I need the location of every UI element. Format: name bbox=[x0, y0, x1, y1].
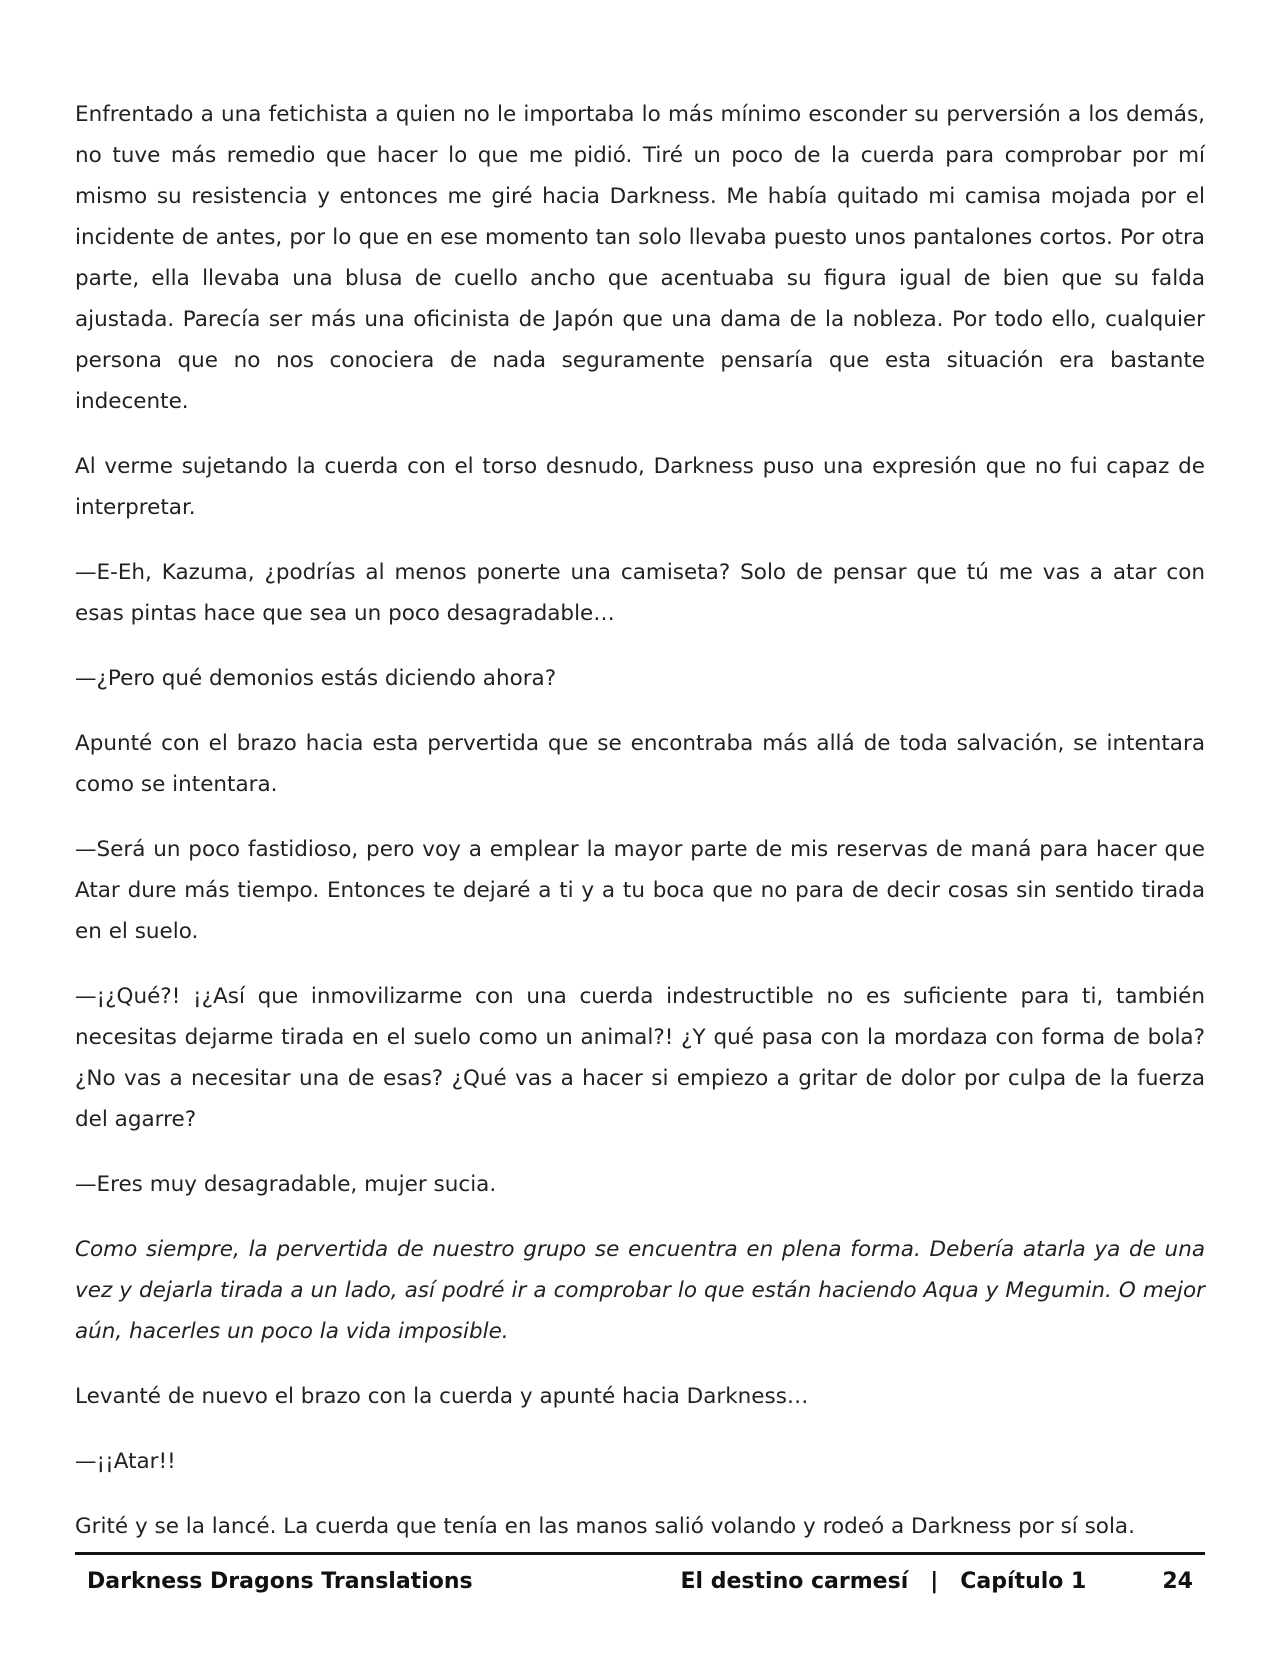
paragraph: Apunté con el brazo hacia esta pervertida que se encontraba más allá de toda salvación, se intentara como se intentara. bbox=[75, 731, 1205, 797]
footer-book-title: El destino carmesí bbox=[680, 1569, 909, 1594]
page-footer bbox=[75, 1552, 1205, 1615]
paragraph: Grité y se la lancé. La cuerda que tenía en las manos salió volando y rodeó a Darkness por sí sola. bbox=[75, 1514, 1135, 1539]
inner-thought-paragraph: Como siempre, la pervertida de nuestro grupo se encuentra en plena forma. Debería atarla ya de una vez y dejarla tirada a un lado, así podré ir a comprobar lo que están haciendo Aqua y Megumin. O mejor aún, hacerles un poco la vida imposible. bbox=[75, 1237, 1205, 1344]
paragraph: Enfrentado a una fetichista a quien no le importaba lo más mínimo esconder su perversión a los demás, no tuve más remedio que hacer lo que me pidió. Tiré un poco de la cuerda para comprobar por mí mismo su resistencia y entonces me giré hacia Darkness. Me había quitado mi camisa mojada por el incidente de antes, por lo que en ese momento tan solo llevaba puesto unos pantalones cortos. Por otra parte, ella llevaba una blusa de cuello ancho que acentuaba su figura igual de bien que su falda ajustada. Parecía ser más una oficinista de Japón que una dama de la nobleza. Por todo ello, cualquier persona que no nos conociera de nada seguramente pensaría que esta situación era bastante indecente. bbox=[75, 102, 1205, 414]
footer-page-number: 24 bbox=[1162, 1569, 1193, 1594]
paragraph: Al verme sujetando la cuerda con el torso desnudo, Darkness puso una expresión que no fui capaz de interpretar. bbox=[75, 454, 1205, 520]
footer-publisher: Darkness Dragons Translations bbox=[87, 1569, 473, 1594]
footer-separator: | bbox=[930, 1569, 939, 1594]
paragraph: —Será un poco fastidioso, pero voy a emplear la mayor parte de mis reservas de maná para hacer que Atar dure más tiempo. Entonces te dejaré a ti y a tu boca que no para de decir cosas sin sentido tirada en el suelo. bbox=[75, 837, 1205, 944]
page-body bbox=[75, 94, 1205, 1571]
footer-info bbox=[681, 1569, 1193, 1594]
footer-chapter: Capítulo 1 bbox=[960, 1569, 1087, 1594]
paragraph: Levanté de nuevo el brazo con la cuerda y apunté hacia Darkness… bbox=[75, 1384, 809, 1409]
paragraph: —Eres muy desagradable, mujer sucia. bbox=[75, 1172, 497, 1197]
paragraph: —¡¡Atar!! bbox=[75, 1449, 176, 1474]
paragraph: —E-Eh, Kazuma, ¿podrías al menos ponerte una camiseta? Solo de pensar que tú me vas a atar con esas pintas hace que sea un poco desagradable… bbox=[75, 560, 1205, 626]
paragraph: —¿Pero qué demonios estás diciendo ahora? bbox=[75, 666, 557, 691]
paragraph: —¡¿Qué?! ¡¿Así que inmovilizarme con una cuerda indestructible no es suficiente para ti, también necesitas dejarme tirada en el suelo como un animal?! ¿Y qué pasa con la mordaza con forma de bola? ¿No vas a necesitar una de esas? ¿Qué vas a hacer si empiezo a gritar de dolor por culpa de la fuerza del agarre? bbox=[75, 984, 1205, 1132]
